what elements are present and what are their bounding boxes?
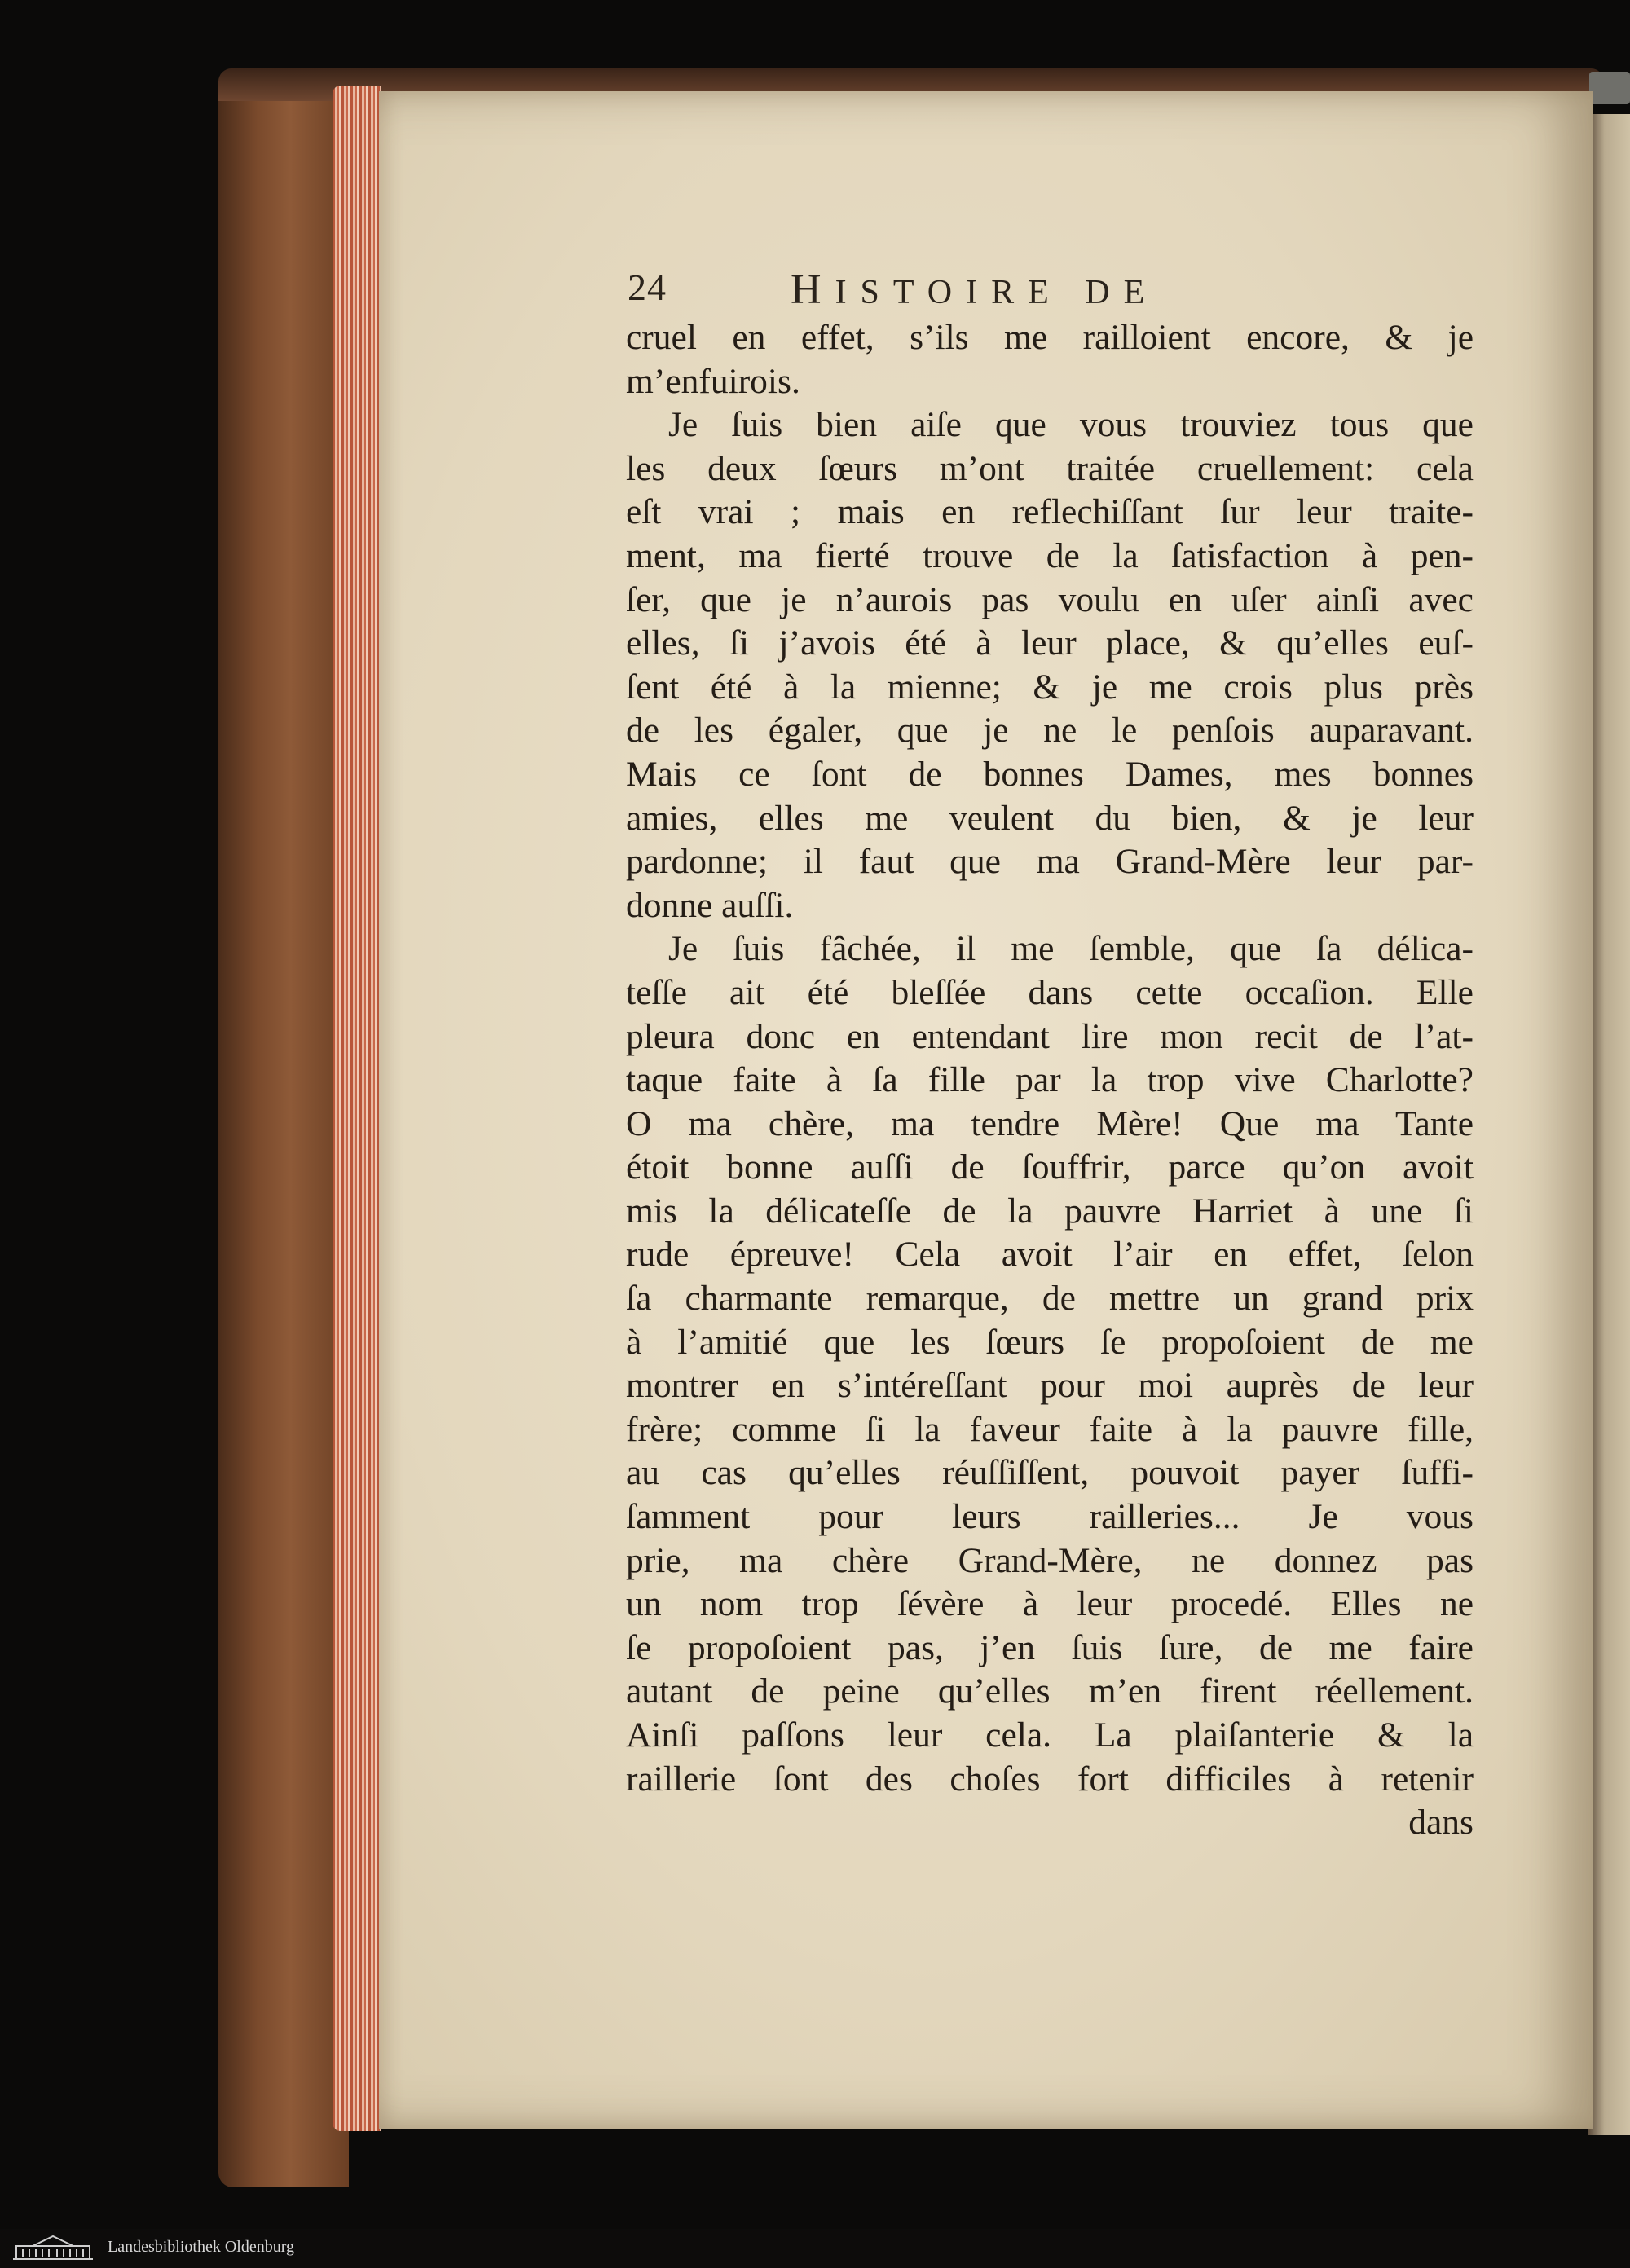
text-line: les deux ſœurs m’ont traitée cruellement: cela — [626, 448, 1474, 488]
text-line: donne auſſi. — [626, 885, 794, 925]
text-line: ſer, que je n’aurois pas voulu en uſer ainſi avec — [626, 579, 1474, 619]
text-line: O ma chère, ma tendre Mère! Que ma Tante — [626, 1103, 1474, 1143]
text-line: un nom trop ſévère à leur procedé. Elles ne — [626, 1584, 1474, 1624]
text-line: ſamment pour leurs railleries... Je vous — [626, 1497, 1474, 1537]
running-title — [791, 266, 1158, 314]
text-line: ment, ma fierté trouve de la ſatisfaction à pen- — [626, 535, 1474, 575]
text-line: teſſe ait été bleſſée dans cette occaſion. Elle — [626, 972, 1474, 1012]
text-line: ſa charmante remarque, de mettre un grand prix — [626, 1279, 1474, 1319]
text-line: m’enfuirois. — [626, 361, 800, 401]
leather-cover — [218, 68, 349, 2187]
text-line: étoit bonne auſſi de ſouffrir, parce qu’on avoit — [626, 1147, 1474, 1187]
text-line: de les égaler, que je ne le penſois auparavant. — [626, 711, 1474, 751]
text-line: cruel en effet, s’ils me railloient encore, & je — [626, 318, 1474, 357]
text-line: mis la délicateſſe de la pauvre Harriet à une ſi — [626, 1191, 1474, 1231]
book-clasp — [1589, 72, 1630, 104]
text-line: prie, ma chère Grand-Mère, ne donnez pas — [626, 1540, 1474, 1580]
institution-label: Landesbibliothek Oldenburg — [108, 2238, 295, 2256]
text-line: raillerie ſont des choſes fort difficiles à retenir — [626, 1759, 1474, 1799]
page-number: 24 — [628, 266, 667, 308]
text-line: ſe propoſoient pas, j’en ſuis ſure, de me faire — [626, 1627, 1474, 1667]
text-line: taque faite à ſa fille par la trop vive Charlotte? — [626, 1060, 1474, 1100]
text-line: amies, elles me veulent du bien, & je leur — [626, 798, 1474, 838]
catchword: dans — [1408, 1803, 1474, 1843]
text-line: montrer en s’intéreſſant pour moi auprès de leur — [626, 1366, 1474, 1406]
text-line: à l’amitié que les ſœurs ſe propoſoient de me — [626, 1322, 1474, 1362]
text-line: pleura donc en entendant lire mon recit de l’at- — [626, 1016, 1474, 1056]
text-line: pardonne; il faut que ma Grand-Mère leur par- — [626, 842, 1474, 882]
text-line: Ainſi paſſons leur cela. La plaiſanterie & la — [626, 1715, 1474, 1755]
text-line: autant de peine qu’elles m’en firent réellement. — [626, 1671, 1474, 1711]
library-building-icon — [8, 2231, 98, 2264]
text-line: rude épreuve! Cela avoit l’air en effet, ſelon — [626, 1235, 1474, 1275]
text-line: Je ſuis bien aiſe que vous trouviez tous que — [668, 405, 1474, 445]
text-line: Mais ce ſont de bonnes Dames, mes bonnes — [626, 754, 1474, 794]
body-text — [626, 316, 1474, 1845]
red-page-edges — [333, 86, 381, 2131]
text-line: elles, ſi j’avois été à leur place, & qu’elles euſ- — [626, 623, 1474, 663]
text-line: eſt vrai ; mais en reflechiſſant ſur leur traite- — [626, 492, 1474, 532]
text-line: au cas qu’elles réuſſiſſent, pouvoit payer ſuffi- — [626, 1453, 1474, 1493]
running-head — [628, 266, 1443, 315]
text-line: frère; comme ſi la faveur faite à la pauvre fille, — [626, 1409, 1474, 1449]
running-title-initial: H — [791, 266, 835, 313]
text-line: ſent été à la mienne; & je me crois plus près — [626, 667, 1474, 707]
running-title-rest: ISTOIRE DE — [835, 274, 1159, 311]
facing-page-edge — [1588, 114, 1630, 2135]
text-line: Je ſuis fâchée, il me ſemble, que ſa délica- — [668, 929, 1474, 969]
